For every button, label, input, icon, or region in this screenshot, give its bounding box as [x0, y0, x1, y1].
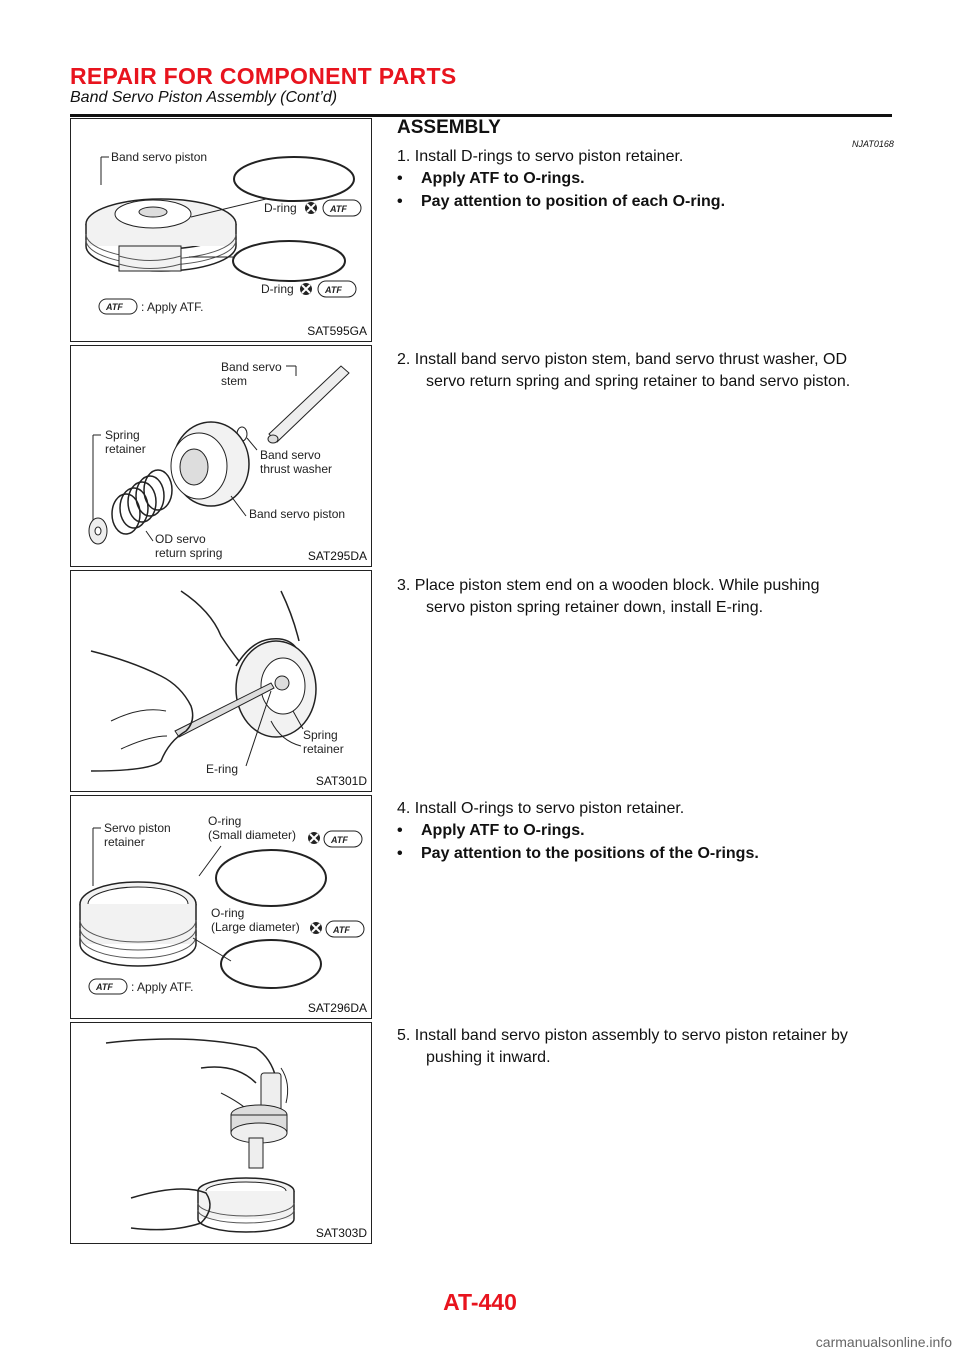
- figure-sat595ga: [70, 118, 372, 342]
- label-o-ring-large-b: (Large diameter): [211, 920, 300, 934]
- step-4-bullet-2: • Pay attention to the positions of the O-rings.: [397, 845, 759, 862]
- illustration-dring-install: [71, 119, 371, 341]
- figure-code: SAT296DA: [307, 1001, 367, 1015]
- figure-code: SAT595GA: [307, 324, 367, 338]
- label-apply-atf: : Apply ATF.: [141, 300, 204, 314]
- atf-badge-upper: ATF: [330, 204, 347, 214]
- figure-sat303d: [70, 1022, 372, 1244]
- label-thrust-washer-a: Band servo: [260, 448, 321, 462]
- x-mark-icon: [308, 832, 320, 844]
- step-4-bullet-1: • Apply ATF to O-rings.: [397, 822, 585, 839]
- label-e-ring: E-ring: [206, 762, 239, 776]
- illustration-e-ring-install: [71, 571, 371, 791]
- page-header-title: REPAIR FOR COMPONENT PARTS: [70, 63, 457, 89]
- label-d-ring-upper: D-ring: [264, 201, 297, 215]
- label-spring-retainer-a: Spring: [105, 428, 140, 442]
- label-o-ring-small-b: (Small diameter): [208, 828, 297, 842]
- atf-legend-badge: ATF: [106, 302, 123, 312]
- label-band-servo-stem-a: Band servo: [221, 360, 282, 374]
- step-5: [397, 1025, 893, 1069]
- figure-code: SAT303D: [315, 1226, 367, 1240]
- label-spring-retainer-b: retainer: [105, 442, 146, 456]
- figure-sat296da: [70, 795, 372, 1019]
- atf-badge-lower: ATF: [333, 925, 350, 935]
- section-title: ASSEMBLY: [397, 117, 501, 138]
- step-4: 4. Install O-rings to servo piston retainer.: [397, 800, 685, 817]
- label-servo-retainer-a: Servo piston: [104, 821, 171, 835]
- label-o-ring-large-a: O-ring: [211, 906, 245, 920]
- step-2-line-1: 2. Install band servo piston stem, band servo thrust washer, OD: [397, 351, 847, 368]
- section-reference-code: NJAT0168: [852, 139, 894, 149]
- atf-badge-lower: ATF: [325, 285, 342, 295]
- figure-sat301d: [70, 570, 372, 792]
- label-thrust-washer-b: thrust washer: [260, 462, 333, 476]
- atf-badge-upper: ATF: [331, 835, 348, 845]
- label-band-servo-piston: Band servo piston: [111, 150, 208, 164]
- x-mark-icon: [305, 202, 317, 214]
- step-3: [397, 575, 893, 619]
- step-3-line-2: servo piston spring retainer down, install E-ring.: [426, 599, 764, 616]
- label-band-servo-piston: Band servo piston: [249, 507, 346, 521]
- figure-code: SAT295DA: [307, 549, 367, 563]
- label-od-servo-spring-b: return spring: [155, 546, 223, 560]
- x-mark-icon: [310, 922, 322, 934]
- step-1: 1. Install D-rings to servo piston retainer.: [397, 148, 684, 165]
- label-band-servo-stem-b: stem: [221, 374, 248, 388]
- step-3-line-1: 3. Place piston stem end on a wooden block. While pushing: [397, 577, 820, 594]
- page-header-subtitle: Band Servo Piston Assembly (Cont’d): [70, 89, 338, 106]
- x-mark-icon: [300, 283, 312, 295]
- label-od-servo-spring-a: OD servo: [155, 532, 206, 546]
- atf-legend-badge: ATF: [96, 982, 113, 992]
- illustration-piston-push-in: [71, 1023, 371, 1243]
- step-5-line-2: pushing it inward.: [426, 1049, 551, 1066]
- step-1-bullet-1: • Apply ATF to O-rings.: [397, 170, 585, 187]
- step-2: [397, 349, 893, 393]
- page-number: AT-440: [443, 1289, 517, 1315]
- figure-sat295da: [70, 345, 372, 567]
- label-d-ring-lower: D-ring: [261, 282, 294, 296]
- label-o-ring-small-a: O-ring: [208, 814, 242, 828]
- illustration-servo-stem-assembly: [71, 346, 371, 566]
- label-servo-retainer-b: retainer: [104, 835, 145, 849]
- label-spring-retainer-a: Spring: [303, 728, 338, 742]
- step-1-bullet-2: • Pay attention to position of each O-ring.: [397, 193, 726, 210]
- label-apply-atf: : Apply ATF.: [131, 980, 194, 994]
- label-spring-retainer-b: retainer: [303, 742, 344, 756]
- illustration-o-ring-install: [71, 796, 371, 1018]
- step-5-line-1: 5. Install band servo piston assembly to servo piston retainer by: [397, 1027, 848, 1044]
- watermark: carmanualsonline.info: [815, 1334, 952, 1350]
- figure-code: SAT301D: [315, 774, 367, 788]
- step-2-line-2: servo return spring and spring retainer to band servo piston.: [426, 373, 851, 390]
